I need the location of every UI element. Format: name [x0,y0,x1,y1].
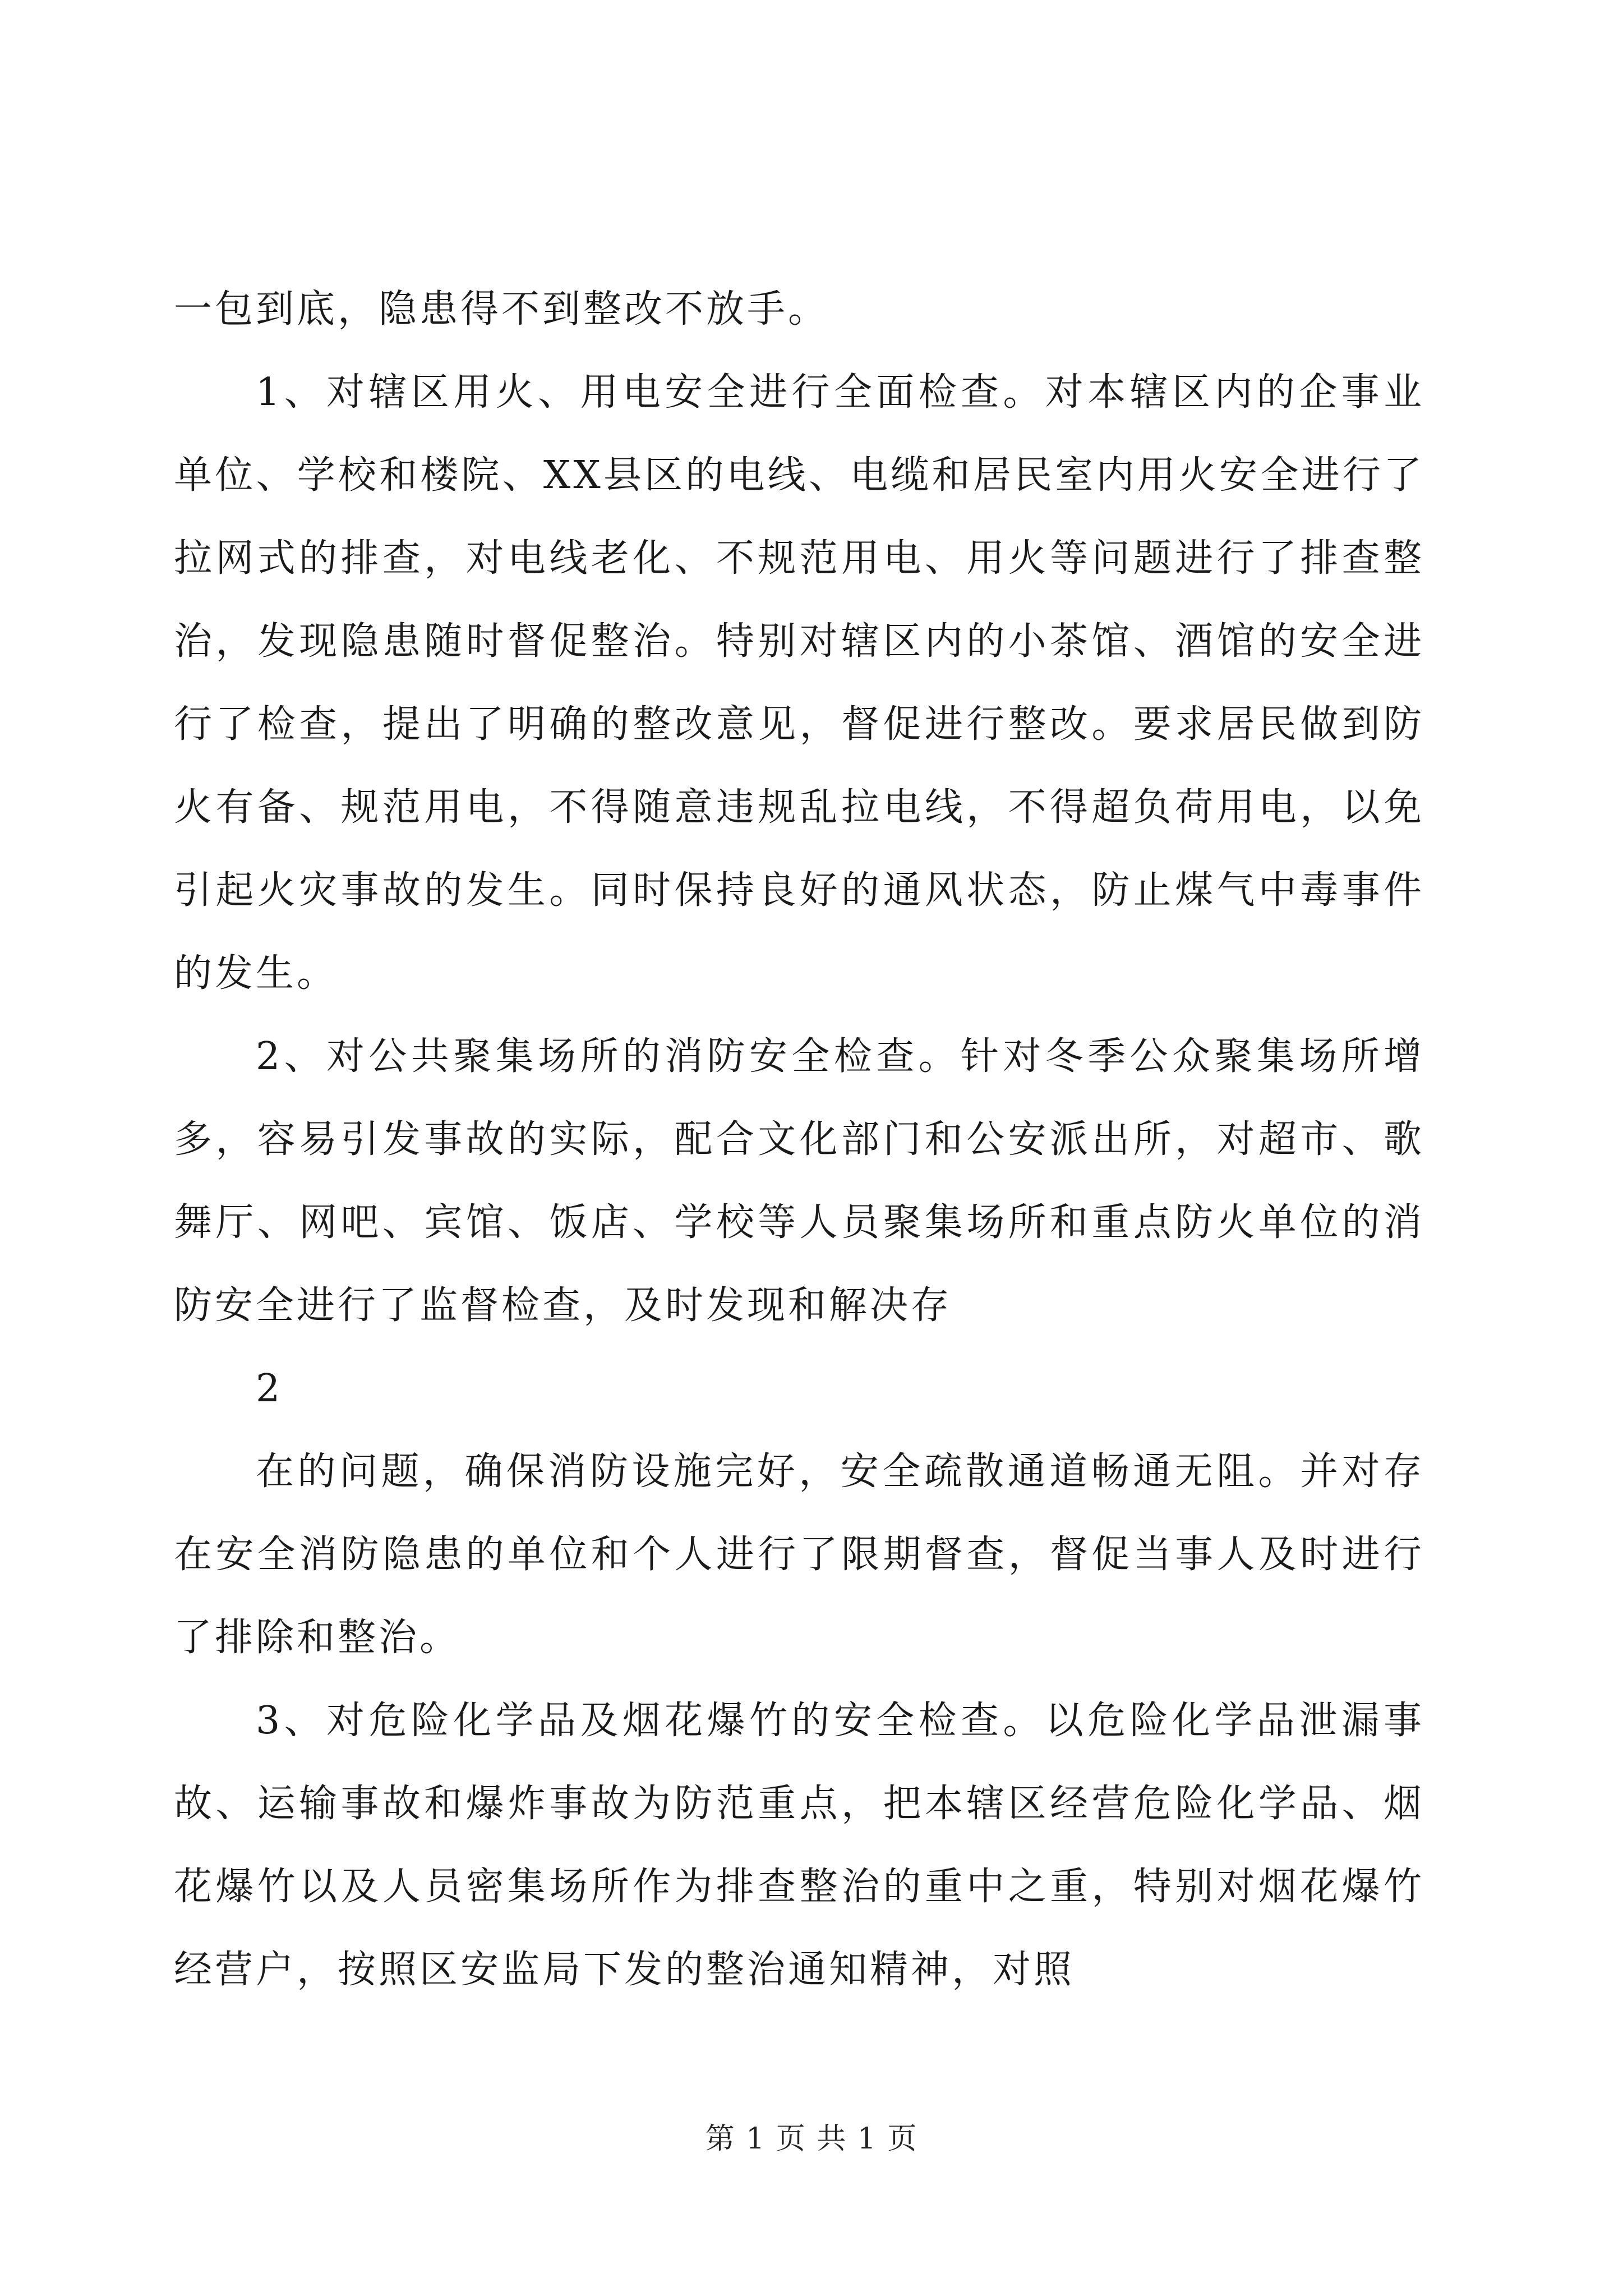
paragraph-continuation: 一包到底，隐患得不到整改不放手。 [174,287,829,332]
paragraph-item-1: 1、对辖区用火、用电安全进行全面检查。对本辖区内的企事业单位、学校和楼院、XX县区的电线、电缆和居民室内用火安全进行了拉网式的排查，对电线老化、不规范用电、用火等问题进行了排查整治，发现隐患随时督促整治。特别对辖区内的小茶馆、酒馆的安全进行了检查，提出了明确的整改意见，督促进行整改。要求居民做到防火有备、规范用电，不得随意违规乱拉电线，不得超负荷用电，以免引起火灾事故的发生。同时保持良好的通风状态，防止煤气中毒事件的发生。 [174,370,1424,996]
page-footer: 第 1 页 共 1 页 [705,2122,918,2156]
paragraph-item-2-continued: 在的问题，确保消防设施完好，安全疏散通道畅通无阻。并对存在安全消防隐患的单位和个人进行了限期督查，督促当事人及时进行了排除和整治。 [174,1450,1424,1660]
paragraph-item-2: 2、对公共聚集场所的消防安全检查。针对冬季公众聚集场所增多，容易引发事故的实际，配合文化部门和公安派出所，对超市、歌舞厅、网吧、宾馆、饭店、学校等人员聚集场所和重点防火单位的消防安全进行了监督检查，及时发现和解决存 [174,1034,1424,1328]
document-body [174,268,1424,2012]
inline-page-number: 2 [256,1366,280,1411]
paragraph-item-3: 3、对危险化学品及烟花爆竹的安全检查。以危险化学品泄漏事故、运输事故和爆炸事故为防范重点，把本辖区经营危险化学品、烟花爆竹以及人员密集场所作为排查整治的重中之重，特别对烟花爆竹经营户，按照区安监局下发的整治通知精神，对照 [174,1699,1424,1992]
